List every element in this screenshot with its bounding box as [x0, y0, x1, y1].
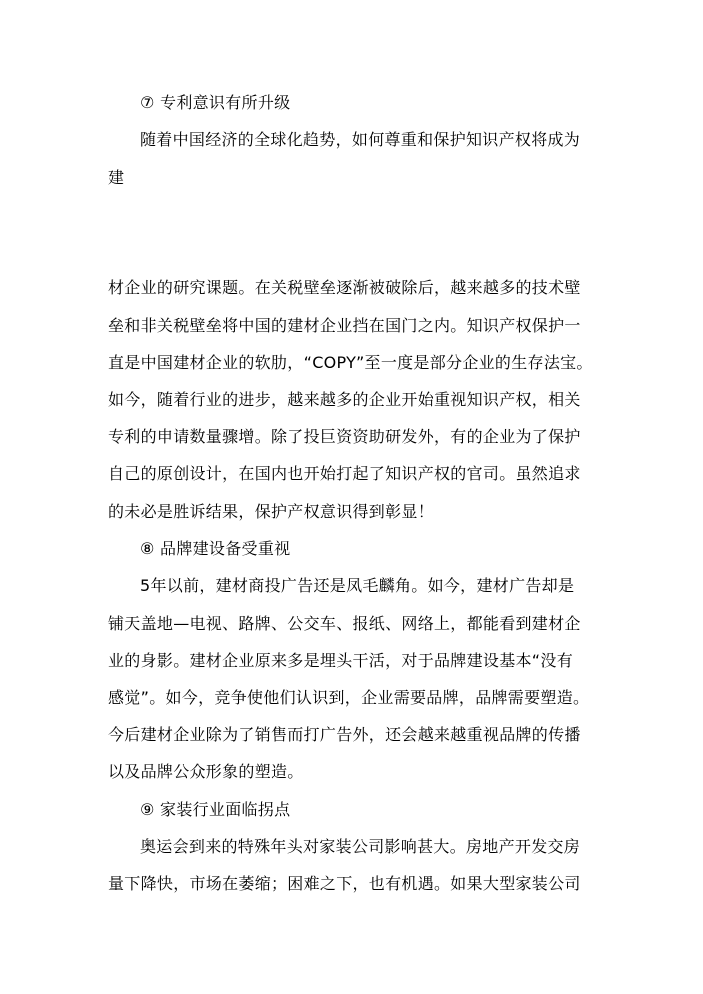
section-heading-patent: ⑦ 专利意识有所升级: [140, 93, 291, 112]
paragraph-line: 如今，随着行业的进步，越来越多的企业开始重视知识产权，相关: [108, 390, 581, 409]
paragraph-line: 量下降快，市场在萎缩；困难之下，也有机遇。如果大型家装公司: [108, 874, 581, 893]
section-heading-decor: ⑨ 家装行业面临拐点: [140, 800, 291, 819]
section-heading-brand: ⑧ 品牌建设备受重视: [140, 539, 291, 558]
paragraph-line: 自己的原创设计，在国内也开始打起了知识产权的官司。虽然追求: [108, 464, 581, 483]
paragraph-line: 5年以前，建材商投广告还是凤毛麟角。如今，建材广告却是: [140, 576, 575, 595]
paragraph-line: 直是中国建材企业的软肋，“COPY”至一度是部分企业的生存法宝。: [108, 353, 593, 372]
paragraph-line: 材企业的研究课题。在关税壁垒逐渐被破除后，越来越多的技术壁: [108, 278, 581, 297]
paragraph-line: 业的身影。建材企业原来多是埋头干活，对于品牌建设基本“没有: [108, 651, 573, 670]
paragraph-line: 垒和非关税壁垒将中国的建材企业挡在国门之内。知识产权保护一: [108, 316, 581, 335]
paragraph-line: 今后建材企业除为了销售而打广告外，还会越来越重视品牌的传播: [108, 725, 581, 744]
paragraph-line: 奥运会到来的特殊年头对家装公司影响甚大。房地产开发交房: [140, 837, 581, 856]
paragraph-line: 建: [108, 168, 125, 187]
paragraph-line: 的未必是胜诉结果，保护产权意识得到彰显！: [108, 502, 435, 521]
paragraph-line: 感觉”。如今，竞争使他们认识到，企业需要品牌，品牌需要塑造。: [108, 688, 590, 707]
paragraph-line: 以及品牌公众形象的塑造。: [108, 762, 304, 781]
paragraph-line: 铺天盖地—电视、路牌、公交车、报纸、网络上，都能看到建材企: [108, 614, 581, 633]
paragraph-line: 专利的申请数量骤增。除了投巨资资助研发外，有的企业为了保护: [108, 427, 581, 446]
paragraph-line: 随着中国经济的全球化趋势，如何尊重和保护知识产权将成为: [140, 130, 581, 149]
